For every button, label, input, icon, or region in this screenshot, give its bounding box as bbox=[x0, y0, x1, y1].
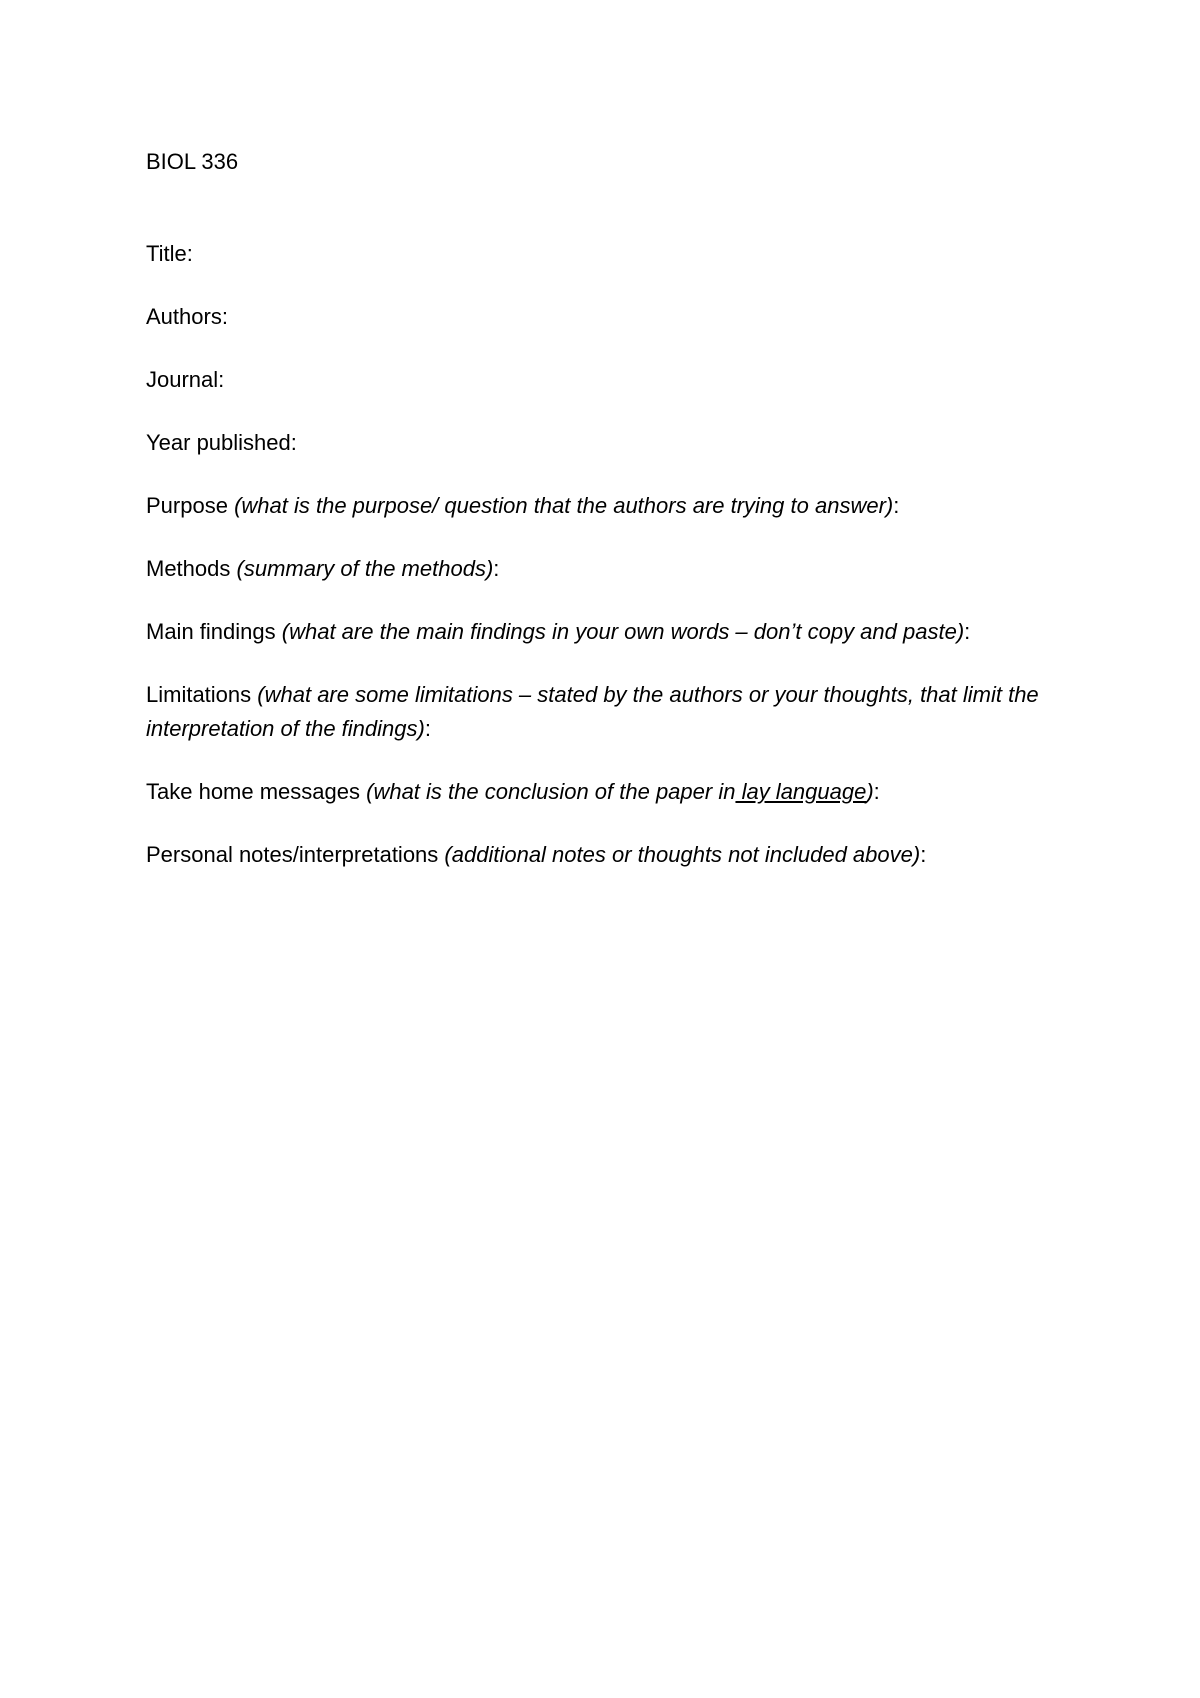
field-label: Personal notes/interpretations bbox=[146, 842, 439, 867]
field-hint: (summary of the methods) bbox=[236, 556, 494, 581]
field-label: Year published: bbox=[146, 430, 297, 455]
field-label: Purpose bbox=[146, 493, 228, 518]
field-hint-underlined: lay language bbox=[735, 779, 867, 804]
field-title bbox=[146, 237, 1076, 271]
field-suffix: : bbox=[424, 716, 431, 741]
field-limitations bbox=[146, 678, 1076, 746]
field-label: Limitations bbox=[146, 682, 252, 707]
field-journal bbox=[146, 363, 1076, 397]
field-label: Main findings bbox=[146, 619, 276, 644]
field-authors bbox=[146, 300, 1076, 334]
field-hint: (additional notes or thoughts not included above) bbox=[444, 842, 921, 867]
course-code: BIOL 336 bbox=[146, 149, 239, 174]
field-purpose bbox=[146, 489, 1076, 523]
field-hint: (what is the purpose/ question that the authors are trying to answer) bbox=[234, 493, 894, 518]
field-suffix: : bbox=[920, 842, 927, 867]
field-hint-close: ) bbox=[866, 779, 874, 804]
field-hint: (what are some limitations – stated by the authors or your thoughts, that limit the interpretation of the findings) bbox=[146, 682, 1039, 741]
field-label: Take home messages bbox=[146, 779, 360, 804]
field-main-findings bbox=[146, 615, 1076, 649]
field-label: Title: bbox=[146, 241, 193, 266]
field-methods bbox=[146, 552, 1076, 586]
field-label: Journal: bbox=[146, 367, 225, 392]
field-label: Authors: bbox=[146, 304, 228, 329]
field-suffix: : bbox=[893, 493, 900, 518]
field-take-home-messages bbox=[146, 775, 1076, 809]
field-suffix: : bbox=[493, 556, 500, 581]
field-hint bbox=[366, 779, 874, 804]
field-suffix: : bbox=[964, 619, 971, 644]
field-hint: (what are the main findings in your own words – don’t copy and paste) bbox=[281, 619, 965, 644]
document-body bbox=[146, 145, 1076, 901]
field-personal-notes bbox=[146, 838, 1076, 872]
field-year-published bbox=[146, 426, 1076, 460]
field-label: Methods bbox=[146, 556, 231, 581]
field-suffix: : bbox=[873, 779, 880, 804]
field-hint-text: (what is the conclusion of the paper in bbox=[366, 779, 736, 804]
